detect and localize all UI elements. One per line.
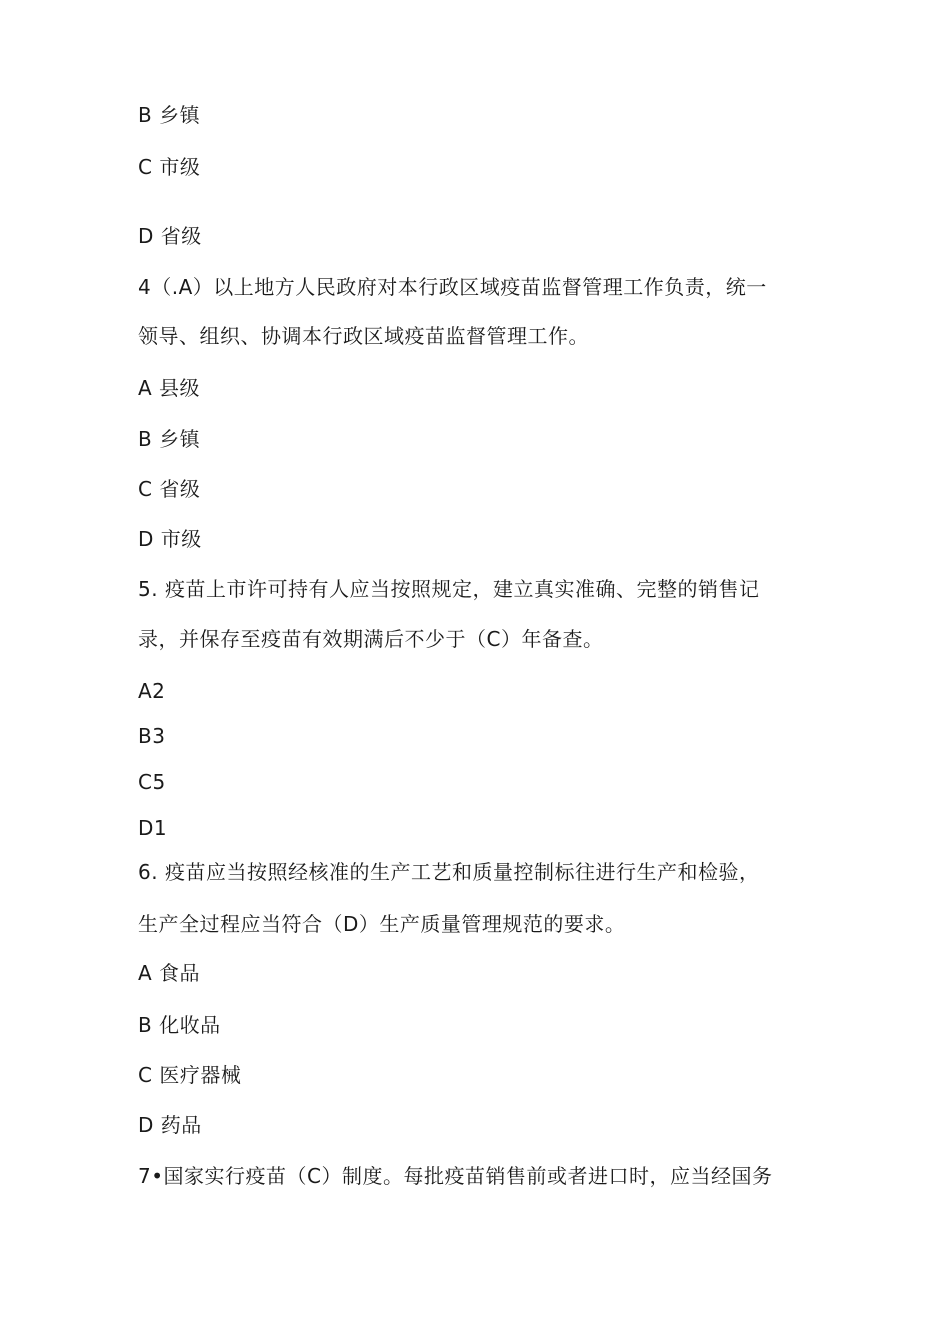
option-line: B 乡镇 bbox=[138, 427, 201, 451]
question-line: 5. 疫苗上市许可持有人应当按照规定，建立真实准确、完整的销售记 bbox=[138, 577, 760, 601]
option-line: D1 bbox=[138, 816, 168, 840]
option-line: C 省级 bbox=[138, 477, 201, 501]
option-line: C 医疗器械 bbox=[138, 1063, 242, 1087]
question-line: 7•国家实行疫苗（C）制度。每批疫苗销售前或者进口时，应当经国务 bbox=[138, 1164, 773, 1188]
option-line: A 食品 bbox=[138, 961, 201, 985]
option-line: B3 bbox=[138, 724, 166, 748]
option-line: D 药品 bbox=[138, 1113, 202, 1137]
option-line: A 县级 bbox=[138, 376, 201, 400]
question-line: 生产全过程应当符合（D）生产质量管理规范的要求。 bbox=[138, 912, 626, 936]
option-line: B 化收品 bbox=[138, 1013, 221, 1037]
option-line: A2 bbox=[138, 679, 166, 703]
question-line: 录，并保存至疫苗有效期满后不少于（C）年备查。 bbox=[138, 627, 604, 651]
question-line: 6. 疫苗应当按照经核准的生产工艺和质量控制标往进行生产和检验， bbox=[138, 860, 760, 884]
option-line: D 省级 bbox=[138, 224, 202, 248]
option-line: C 市级 bbox=[138, 155, 201, 179]
question-line: 4（.A）以上地方人民政府对本行政区域疫苗监督管理工作负责，统一 bbox=[138, 275, 767, 299]
option-line: D 市级 bbox=[138, 527, 202, 551]
option-line: C5 bbox=[138, 770, 166, 794]
question-line: 领导、组织、协调本行政区域疫苗监督管理工作。 bbox=[138, 324, 589, 348]
option-line: B 乡镇 bbox=[138, 103, 201, 127]
